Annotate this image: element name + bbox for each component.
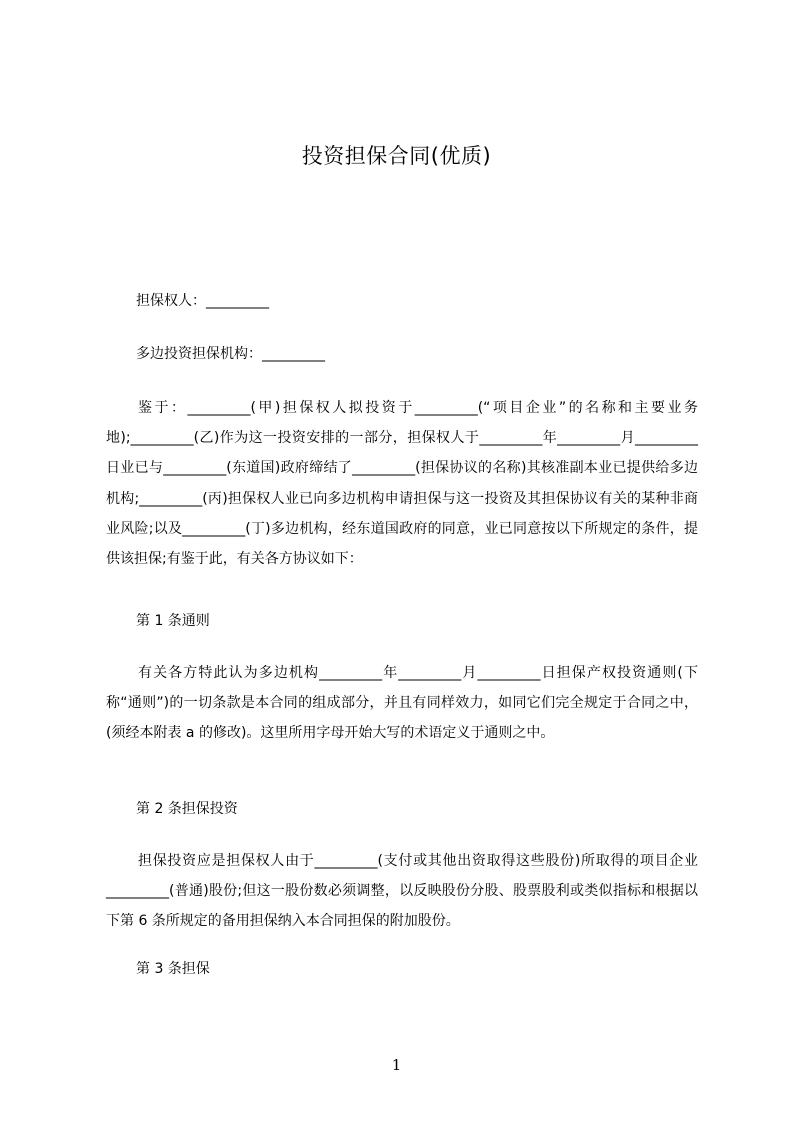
article-2-heading: 第 2 条担保投资 (136, 801, 238, 817)
article-2-body: 担保投资应是担保权人由于_________(支付或其他出资取得这些股份)所取得的项目企业_________(普通)股份;但这一股份数必须调整，以反映股份分股、股票股利或类似指标和根据以下第 6 条所规定的备用担保纳入本合同担保的附加股份。 (106, 853, 698, 930)
preamble-paragraph: 鉴于：_________(甲)担保权人拟投资于_________(“项目企业”的名称和主要业务地);_________(乙)作为这一投资安排的一部分，担保权人于_________年_________月_________日业已与_________(东道国)政府缔结了_________(担保协议的名称)其核准副本业已提供给多边机构;_________(丙)担保权人业已向多边机构申请担保与这一投资及其担保协议有关的某种非商业风险;以及_________(丁)多边机构，经东道国政府的同意，业已同意按以下所规定的条件，提供该担保;有鉴于此，有关各方协议如下： (106, 400, 698, 568)
agency-line: 多边投资担保机构：_________ (136, 346, 325, 362)
article-1-heading: 第 1 条通则 (136, 613, 210, 629)
page-number: 1 (391, 1056, 402, 1074)
article-3-heading: 第 3 条担保 (136, 961, 210, 977)
article-1-body: 有关各方特此认为多边机构_________年_________月_________日担保产权投资通则(下称“通则”)的一切条款是本合同的组成部分，并且有同样效力，如同它们完全规定于合同之中，(须经本附表 a 的修改)。这里所用字母开始大写的术语定义于通则之中。 (106, 665, 698, 742)
guarantee-holder-line: 担保权人：_________ (136, 293, 269, 309)
document-title: 投资担保合同(优质) (301, 144, 492, 168)
